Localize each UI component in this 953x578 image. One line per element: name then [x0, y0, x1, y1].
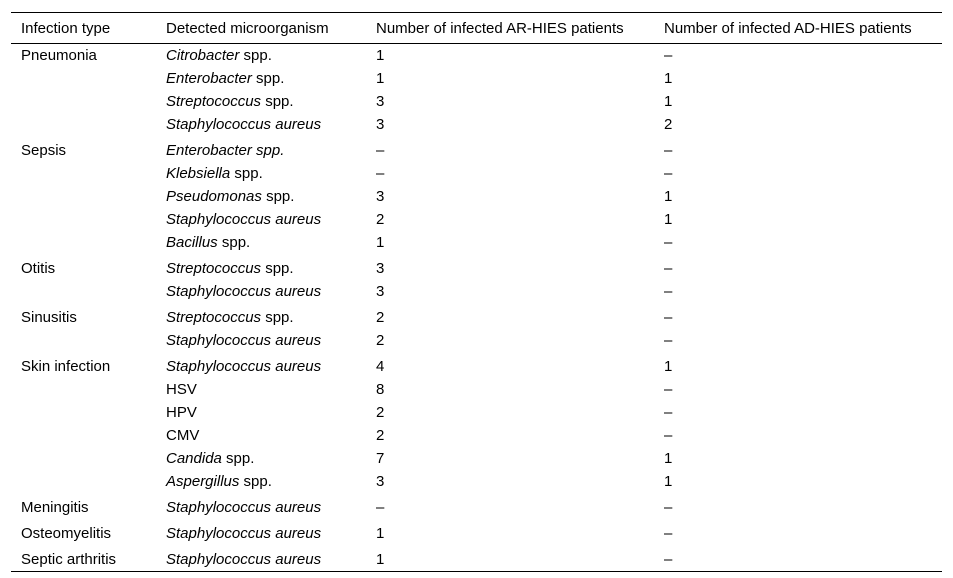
microorganism-name-italic: Enterobacter spp.	[166, 142, 285, 159]
cell-ar-hies-count: 1	[376, 551, 385, 568]
table-row	[11, 470, 942, 494]
cell-microorganism	[156, 162, 366, 185]
cell-microorganism	[156, 378, 366, 401]
cell-ad-hies-count: –	[664, 283, 673, 300]
microorganism-name-plain: spp.	[221, 450, 255, 467]
cell-microorganism	[156, 546, 366, 572]
microorganism-name-italic: Staphylococcus aureus	[166, 332, 322, 349]
microorganism-name-italic: Streptococcus	[166, 93, 262, 110]
table-row	[11, 113, 942, 137]
cell-microorganism	[156, 90, 366, 113]
microorganism-name-italic: Streptococcus	[166, 309, 262, 326]
cell-ar-hies-count: 1	[376, 47, 385, 64]
cell-infection-type: Pneumonia	[21, 47, 97, 64]
cell-ar-hies-count: 3	[376, 188, 385, 205]
cell-infection-type	[11, 378, 156, 401]
microorganism-name-plain: spp.	[261, 188, 295, 205]
cell-ad-hies-count: –	[664, 404, 673, 421]
microorganism-name-italic: Enterobacter	[166, 70, 252, 87]
cell-ar-hies-count: 1	[376, 234, 385, 251]
microorganism-name-italic: Staphylococcus aureus	[166, 283, 322, 300]
table-row	[11, 67, 942, 90]
header-row	[11, 13, 942, 44]
cell-infection-type: Meningitis	[21, 499, 89, 516]
table-row	[11, 401, 942, 424]
cell-ar-hies-count: 3	[376, 260, 385, 277]
table-row	[11, 494, 942, 520]
cell-ar-hies-count: 3	[376, 473, 385, 490]
header-ar-hies-count: Number of infected AR-HIES patients	[376, 19, 624, 37]
cell-microorganism	[156, 424, 366, 447]
table-row	[11, 329, 942, 353]
cell-infection-type	[11, 447, 156, 470]
cell-ad-hies-count: –	[664, 499, 673, 516]
cell-ar-hies-count: –	[376, 165, 385, 182]
table-row	[11, 231, 942, 255]
microorganism-name-italic: Streptococcus	[166, 260, 262, 277]
cell-infection-type: Skin infection	[21, 358, 111, 375]
table-row	[11, 137, 942, 162]
microorganism-name-plain: spp.	[239, 47, 272, 64]
table-row	[11, 255, 942, 280]
microorganism-name-plain: spp.	[217, 234, 251, 251]
cell-ad-hies-count: –	[664, 381, 673, 398]
table-row	[11, 546, 942, 572]
cell-ar-hies-count: 2	[376, 211, 385, 228]
header-infection-type: Infection type	[21, 19, 111, 37]
cell-microorganism	[156, 520, 366, 546]
cell-ad-hies-count: –	[664, 142, 673, 159]
cell-microorganism	[156, 231, 366, 255]
table-row	[11, 304, 942, 329]
table-row	[11, 520, 942, 546]
cell-microorganism	[156, 185, 366, 208]
cell-ar-hies-count: 7	[376, 450, 385, 467]
microorganism-name-italic: Staphylococcus aureus	[166, 358, 322, 375]
cell-infection-type: Septic arthritis	[21, 551, 117, 568]
table-row	[11, 162, 942, 185]
cell-infection-type	[11, 162, 156, 185]
cell-microorganism	[156, 44, 366, 68]
header-ad-hies-count: Number of infected AD-HIES patients	[664, 19, 912, 37]
table-row	[11, 378, 942, 401]
cell-ar-hies-count: –	[376, 499, 385, 516]
cell-infection-type	[11, 280, 156, 304]
microorganism-name-italic: Candida	[166, 450, 222, 467]
cell-infection-type: Otitis	[21, 260, 56, 277]
microorganism-name-plain: spp.	[239, 473, 272, 490]
cell-infection-type	[11, 113, 156, 137]
cell-infection-type: Osteomyelitis	[21, 525, 112, 542]
cell-ad-hies-count: 1	[664, 358, 673, 375]
cell-microorganism	[156, 113, 366, 137]
microorganism-name-italic: Staphylococcus aureus	[166, 525, 322, 542]
infection-table-container	[11, 12, 942, 572]
cell-ar-hies-count: 4	[376, 358, 385, 375]
table-row	[11, 185, 942, 208]
cell-infection-type: Sinusitis	[21, 309, 77, 326]
microorganism-name-plain: spp.	[251, 70, 285, 87]
cell-infection-type	[11, 67, 156, 90]
cell-infection-type	[11, 424, 156, 447]
cell-microorganism	[156, 67, 366, 90]
table-row	[11, 208, 942, 231]
header-detected-microorganism: Detected microorganism	[166, 19, 329, 37]
cell-ar-hies-count: 2	[376, 332, 385, 349]
cell-ar-hies-count: –	[376, 142, 385, 159]
cell-microorganism	[156, 447, 366, 470]
microorganism-name-italic: Bacillus	[166, 234, 218, 251]
cell-ad-hies-count: –	[664, 332, 673, 349]
table-row	[11, 447, 942, 470]
table-body	[11, 44, 942, 572]
cell-ad-hies-count: –	[664, 309, 673, 326]
table-row	[11, 353, 942, 378]
microorganism-name-italic: Staphylococcus aureus	[166, 499, 322, 516]
infection-table	[11, 12, 942, 572]
microorganism-name-plain: CMV	[166, 427, 200, 444]
cell-ar-hies-count: 3	[376, 283, 385, 300]
cell-infection-type	[11, 90, 156, 113]
microorganism-name-italic: Staphylococcus aureus	[166, 211, 322, 228]
microorganism-name-plain: spp.	[261, 309, 294, 326]
cell-ar-hies-count: 2	[376, 427, 385, 444]
cell-ar-hies-count: 3	[376, 116, 385, 133]
cell-ad-hies-count: 1	[664, 473, 673, 490]
cell-infection-type	[11, 185, 156, 208]
cell-infection-type	[11, 401, 156, 424]
table-row	[11, 280, 942, 304]
cell-infection-type	[11, 208, 156, 231]
cell-infection-type	[11, 231, 156, 255]
cell-microorganism	[156, 329, 366, 353]
microorganism-name-plain: spp.	[230, 165, 263, 182]
cell-microorganism	[156, 137, 366, 162]
microorganism-name-plain: HPV	[166, 404, 197, 421]
microorganism-name-italic: Pseudomonas	[166, 188, 262, 205]
cell-ad-hies-count: –	[664, 47, 673, 64]
cell-ad-hies-count: –	[664, 234, 673, 251]
cell-infection-type	[11, 470, 156, 494]
cell-ad-hies-count: –	[664, 551, 673, 568]
cell-ad-hies-count: –	[664, 427, 673, 444]
cell-ar-hies-count: 1	[376, 70, 385, 87]
microorganism-name-italic: Aspergillus	[166, 473, 240, 490]
cell-ad-hies-count: –	[664, 260, 673, 277]
cell-microorganism	[156, 304, 366, 329]
cell-microorganism	[156, 494, 366, 520]
cell-ad-hies-count: –	[664, 165, 673, 182]
cell-ar-hies-count: 8	[376, 381, 385, 398]
microorganism-name-plain: spp.	[261, 260, 294, 277]
cell-ar-hies-count: 2	[376, 404, 385, 421]
cell-microorganism	[156, 208, 366, 231]
cell-ad-hies-count: 1	[664, 450, 673, 467]
microorganism-name-italic: Staphylococcus aureus	[166, 116, 322, 133]
microorganism-name-plain: spp.	[261, 93, 294, 110]
cell-ad-hies-count: –	[664, 525, 673, 542]
cell-ad-hies-count: 1	[664, 93, 673, 110]
microorganism-name-italic: Staphylococcus aureus	[166, 551, 322, 568]
table-row	[11, 90, 942, 113]
cell-ar-hies-count: 3	[376, 93, 385, 110]
cell-microorganism	[156, 255, 366, 280]
cell-ad-hies-count: 1	[664, 188, 673, 205]
cell-ad-hies-count: 1	[664, 70, 673, 87]
microorganism-name-italic: Klebsiella	[166, 165, 231, 182]
microorganism-name-plain: HSV	[166, 381, 197, 398]
cell-microorganism	[156, 401, 366, 424]
cell-ar-hies-count: 2	[376, 309, 385, 326]
cell-microorganism	[156, 470, 366, 494]
cell-ad-hies-count: 1	[664, 211, 673, 228]
cell-ar-hies-count: 1	[376, 525, 385, 542]
cell-infection-type: Sepsis	[21, 142, 67, 159]
table-row	[11, 44, 942, 68]
table-row	[11, 424, 942, 447]
microorganism-name-italic: Citrobacter	[166, 47, 240, 64]
cell-ad-hies-count: 2	[664, 116, 673, 133]
cell-microorganism	[156, 353, 366, 378]
cell-infection-type	[11, 329, 156, 353]
cell-microorganism	[156, 280, 366, 304]
